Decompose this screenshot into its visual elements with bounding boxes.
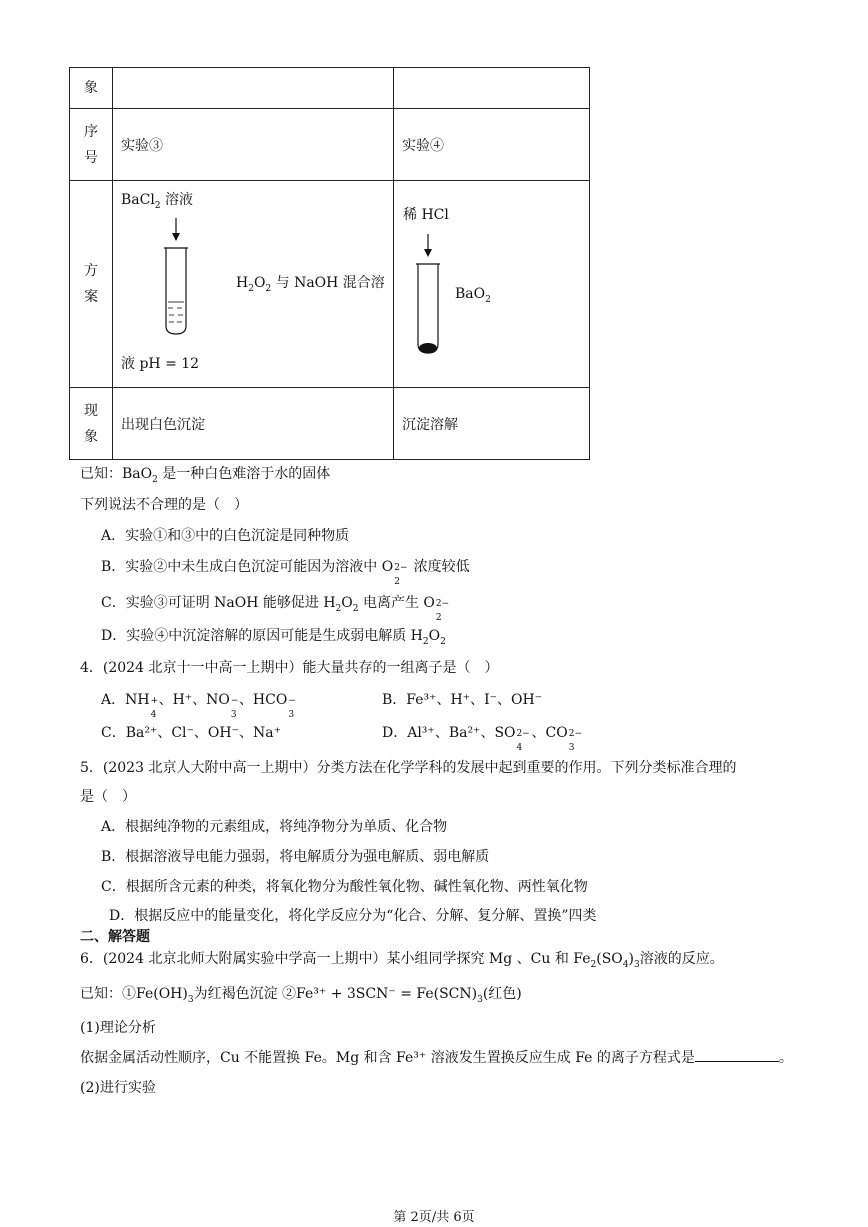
q6-known: 已知：$①Fe(OH)_3$为红褐色沉淀 ②Fe³⁺ + $3SCN^- = Fe(SCN)_3$(红色) <box>80 986 522 1005</box>
cell-exp3-title <box>113 109 394 181</box>
exp3-solution-label: $H_2O_2$ 与 NaOH 混合溶 <box>236 275 385 294</box>
exp4-phenomenon: 沉淀溶解 <box>402 416 458 433</box>
q4-option-d[interactable]: D．Al³⁺、Ba²⁺、SO 2− 4 、CO 2− 3 <box>382 725 583 753</box>
section-heading: 二、解答题 <box>80 929 150 945</box>
exp4-solid-label: BaO$_2$ <box>455 286 491 305</box>
q4-option-a[interactable]: A．NH + 4 、H⁺、NO − 3 、HCO − 3 <box>101 692 296 720</box>
q5-stem-line2: 是（ ） <box>80 789 136 805</box>
answer-blank[interactable] <box>695 1049 779 1062</box>
row-header-phenomenon-tail <box>70 68 113 109</box>
test-tube-exp4-icon <box>412 232 446 358</box>
q5-option-a[interactable]: A．根据纯净物的元素组成，将纯净物分为单质、化合物 <box>101 819 448 835</box>
header-char: 象 <box>84 428 98 445</box>
row-header-phenomenon <box>70 388 113 460</box>
exp3-phenomenon: 出现白色沉淀 <box>121 416 205 433</box>
cell-exp4-title <box>394 109 590 181</box>
q5-option-d[interactable]: D．根据反应中的能量变化，将化学反应分为“化合、分解、复分解、置换”四类 <box>109 908 597 924</box>
cell-empty <box>394 68 590 109</box>
test-tube-exp3-icon <box>160 216 196 340</box>
exp3-title: 实验③ <box>121 137 163 154</box>
q6-part2-heading: (2)进行实验 <box>80 1080 156 1096</box>
q5-option-c[interactable]: C．根据所含元素的种类，将氧化物分为酸性氧化物、碱性氧化物、两性氧化物 <box>101 879 588 895</box>
cell-empty <box>113 68 394 109</box>
q4-option-c[interactable]: C．Ba²⁺、Cl⁻、OH⁻、Na⁺ <box>101 725 281 741</box>
row-header-plan <box>70 181 113 388</box>
known-statement: 已知：BaO$_2$ 是一种白色难溶于水的固体 <box>80 466 331 485</box>
exp3-ph-label: 液 pH = 12 <box>121 356 200 372</box>
q3-option-a[interactable]: A．实验①和③中的白色沉淀是同种物质 <box>101 528 350 544</box>
cell-exp4-phenomenon <box>394 388 590 460</box>
q6-part1-text: 依据金属活动性顺序，Cu 不能置换 Fe。Mg 和含 Fe³⁺ 溶液发生置换反应生成 Fe 的离子方程式是 。 <box>80 1050 793 1066</box>
page-footer: 第 2页/共 6页 <box>393 1210 475 1225</box>
experiment-table <box>69 67 590 460</box>
header-char: 序 <box>84 123 98 140</box>
row-header-index <box>70 109 113 181</box>
q6-part1-heading: (1)理论分析 <box>80 1020 156 1036</box>
header-text: 象 <box>84 80 98 96</box>
q3-option-d[interactable]: D．实验④中沉淀溶解的原因可能是生成弱电解质 $H_2O_2$ <box>101 628 446 647</box>
q3-option-b[interactable]: B．实验②中未生成白色沉淀可能因为溶液中 O 2− 2 浓度较低 <box>101 559 470 587</box>
cell-exp3-phenomenon <box>113 388 394 460</box>
q4-stem: 4．(2024 北京十一中高一上期中）能大量共存的一组离子是（ ） <box>80 660 499 676</box>
q5-option-b[interactable]: B．根据溶液导电能力强弱，将电解质分为强电解质、弱电解质 <box>101 849 490 865</box>
exp4-title: 实验④ <box>402 137 444 154</box>
exp3-reagent-label: BaCl$_2$ 溶液 <box>121 192 194 211</box>
q5-stem-line1: 5．(2023 北京人大附中高一上期中）分类方法在化学学科的发展中起到重要的作用。下列分类标准合理的 <box>80 760 737 776</box>
header-char: 现 <box>84 402 98 419</box>
exp4-reagent-label: 稀 HCl <box>403 207 449 223</box>
header-char: 方 <box>84 263 98 279</box>
header-char: 案 <box>84 289 98 305</box>
q6-stem: 6．(2024 北京北师大附属实验中学高一上期中）某小组同学探究 Mg 、Cu 和 $Fe_2(SO_4)_3$溶液的反应。 <box>80 951 724 970</box>
q4-option-b[interactable]: B．Fe³⁺、H⁺、I⁻、OH⁻ <box>382 692 543 708</box>
header-char: 号 <box>84 149 98 166</box>
q3-option-c[interactable]: C．实验③可证明 NaOH 能够促进 $H_2O_2$ 电离产生 O 2− 2 <box>101 595 450 623</box>
q3-stem: 下列说法不合理的是（ ） <box>80 497 248 513</box>
